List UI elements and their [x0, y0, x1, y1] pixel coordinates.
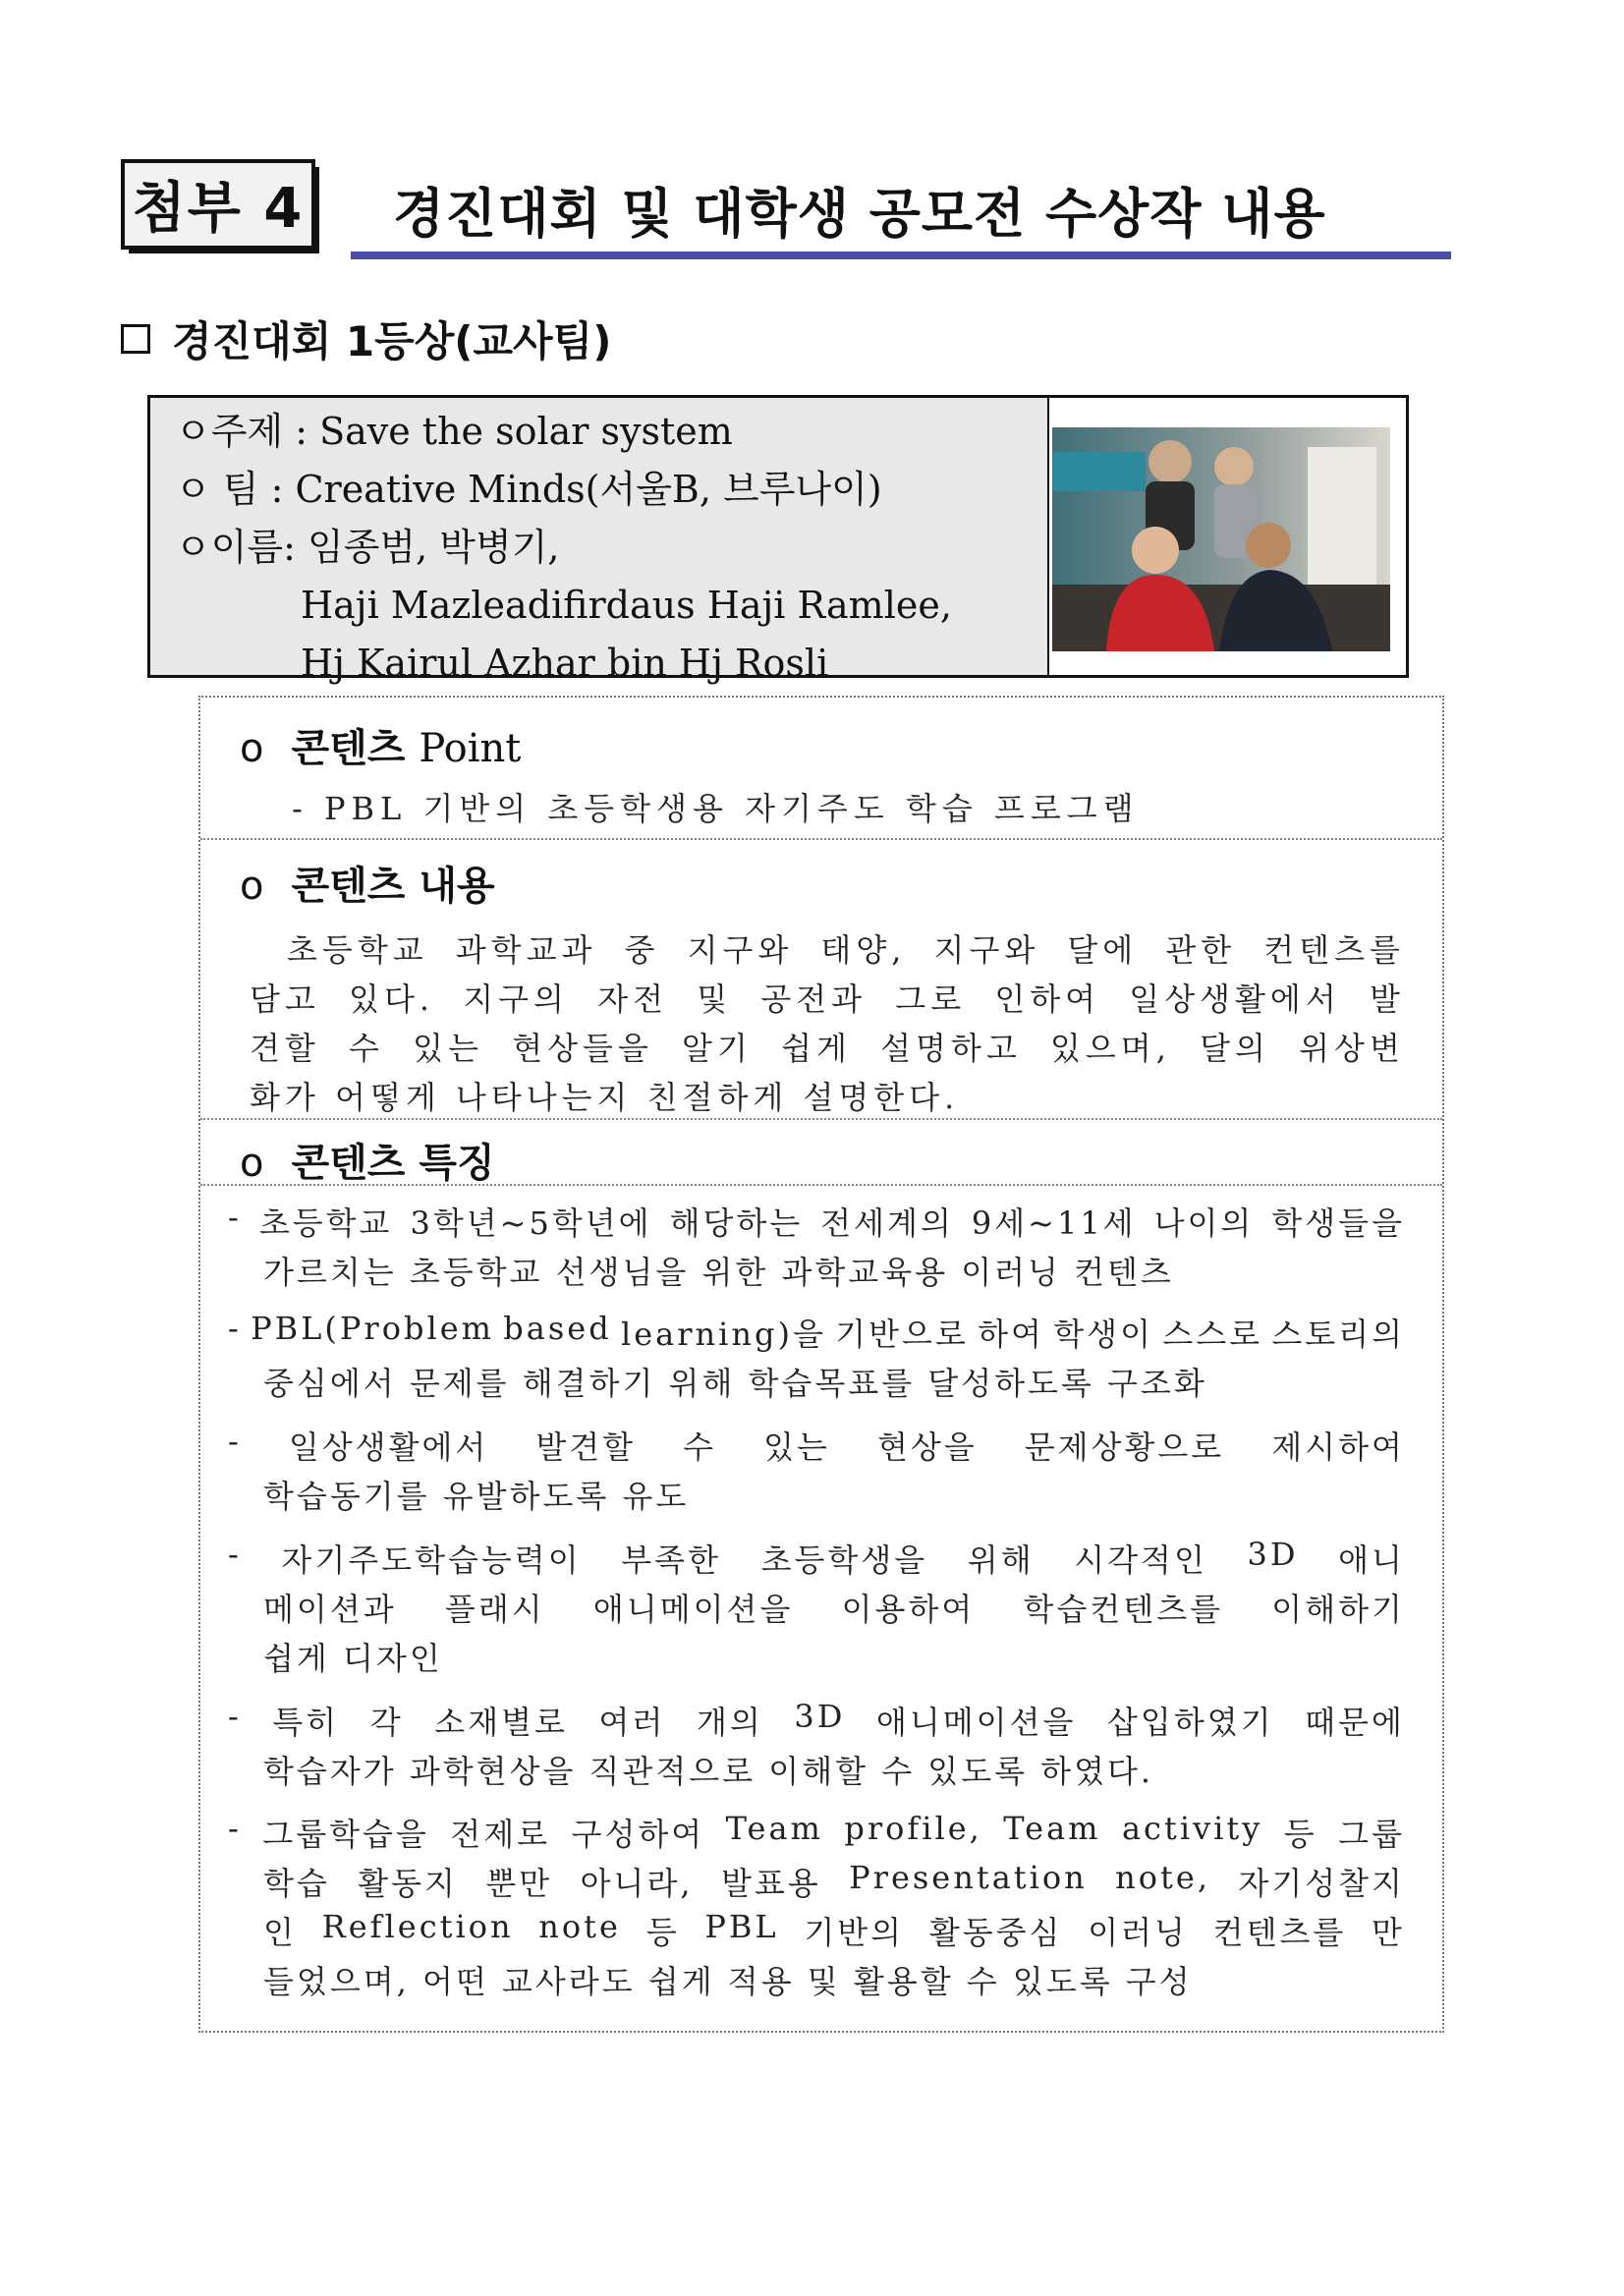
- summary-line: [287, 925, 1405, 971]
- word: 소재별로: [434, 1704, 568, 1741]
- section-heading-text: 경진대회 1등상(교사팀): [172, 317, 612, 365]
- word: 관한: [1165, 931, 1237, 969]
- word: learning)을: [620, 1316, 826, 1353]
- word: 3D: [1247, 1536, 1299, 1573]
- word: 설명하고: [880, 1030, 1022, 1067]
- word: 시각적인: [1074, 1541, 1207, 1579]
- word: 하여: [978, 1316, 1044, 1353]
- section-heading: [121, 309, 611, 368]
- feature-item-line: [228, 1199, 1405, 1244]
- word: 컨텐츠를: [1263, 931, 1405, 969]
- feature-item-line: [228, 1536, 1405, 1581]
- word: -: [228, 1810, 242, 1847]
- word: 있으며,: [1049, 1030, 1171, 1067]
- word: 현상들을: [512, 1030, 653, 1067]
- divider: [200, 1184, 1442, 1186]
- word: 위상변: [1299, 1030, 1405, 1067]
- summary-line: 화가 어떻게 나타나는지 친절하게 설명한다.: [250, 1079, 960, 1116]
- word: 발표용: [720, 1865, 821, 1902]
- word: 9세~11세: [971, 1204, 1137, 1242]
- word: 일상생활에서: [288, 1428, 489, 1466]
- point-heading-ko: 콘텐츠: [291, 726, 406, 771]
- word: 때문에: [1305, 1704, 1405, 1741]
- word: 플래시: [444, 1591, 545, 1628]
- word: 활동중심: [928, 1914, 1063, 1951]
- award-info-text: [150, 398, 1049, 685]
- feature-item-line: [228, 1810, 1405, 1855]
- point-heading-en: Point: [419, 726, 522, 771]
- word: 위해: [967, 1541, 1035, 1579]
- names-line-3: Hj Kairul Azhar bin Hj Rosli: [301, 642, 829, 685]
- divider: [200, 838, 1442, 840]
- word: 있는: [413, 1030, 483, 1067]
- title-underline: [351, 252, 1451, 259]
- photo-cell: [1049, 398, 1406, 675]
- attachment-tag: 첨부 4: [121, 159, 315, 250]
- word: profile,: [844, 1810, 982, 1847]
- word: 알기: [682, 1030, 753, 1067]
- word: 공전과: [760, 980, 868, 1018]
- bullet-o-icon: o: [240, 1141, 264, 1186]
- word: 지구의: [463, 980, 569, 1018]
- word: 스스로: [1162, 1316, 1263, 1353]
- word: 부족한: [621, 1541, 721, 1579]
- word: activity: [1121, 1810, 1263, 1847]
- word: 전세계의: [820, 1204, 954, 1242]
- word: 일상생활에서: [1129, 980, 1341, 1018]
- word: 자기주도학습능력이: [281, 1541, 582, 1579]
- word: 만: [1372, 1914, 1405, 1951]
- word: 과학교과: [455, 931, 597, 969]
- word: 초등학생을: [760, 1541, 928, 1579]
- feature-item-line: 학습자가 과학현상을 직관적으로 이해할 수 있도록 하였다.: [263, 1753, 1154, 1790]
- names-line: ㅇ이름: 임종범, 박병기,: [175, 526, 560, 569]
- word: -: [228, 1536, 242, 1573]
- word: 애니: [1338, 1541, 1405, 1579]
- word: 수: [683, 1428, 717, 1466]
- word: 해당하는: [669, 1204, 804, 1242]
- word: 있다.: [349, 980, 435, 1018]
- word: 기반으로: [835, 1316, 969, 1353]
- word: 지구와: [933, 931, 1040, 969]
- word: 그로: [895, 980, 967, 1018]
- word: 및: [697, 980, 733, 1018]
- word: 3학년~5학년에: [410, 1204, 652, 1242]
- bullet-o-icon: o: [240, 726, 264, 771]
- word: 담고: [250, 980, 320, 1018]
- word: note,: [1115, 1859, 1210, 1896]
- word: 수: [349, 1030, 384, 1067]
- feature-item-line: 들었으며, 어떤 교사라도 쉽게 적용 및 활용할 수 있도록 구성: [263, 1963, 1193, 2000]
- word: 학습: [263, 1865, 330, 1902]
- feature-item-line: [263, 1908, 1405, 1953]
- word: 제시하여: [1271, 1428, 1405, 1466]
- names-line-2: Haji Mazleadifirdaus Haji Ramlee,: [301, 584, 952, 627]
- word: Team: [1003, 1810, 1101, 1847]
- word: PBL(Problem: [251, 1310, 494, 1347]
- feature-item-line: [228, 1310, 1405, 1355]
- word: 전제로: [450, 1816, 551, 1853]
- team-line: ㅇ 팀 : Creative Minds(서울B, 브루나이): [175, 468, 882, 511]
- word: 초등학교: [287, 931, 428, 969]
- point-text: - PBL 기반의 초등학생용 자기주도 학습 프로그램: [292, 790, 1140, 827]
- word: 그룹학습을: [262, 1816, 429, 1853]
- team-photo: [1052, 427, 1390, 651]
- word: 인: [263, 1914, 297, 1951]
- word: 애니메이션을: [592, 1591, 794, 1628]
- word: 스토리의: [1271, 1316, 1405, 1353]
- word: 현상을: [876, 1428, 978, 1466]
- word: 애니메이션을: [875, 1704, 1077, 1741]
- word: 각: [369, 1704, 404, 1741]
- summary-heading: [240, 855, 495, 911]
- summary-line: [250, 1024, 1405, 1069]
- word: 뿐만: [485, 1865, 553, 1902]
- feature-item-line: 가르치는 초등학교 선생님을 위한 과학교육용 이러닝 컨텐츠: [263, 1254, 1174, 1291]
- word: 자기성찰지: [1238, 1865, 1405, 1902]
- bullet-o-icon: o: [240, 864, 264, 909]
- word: 지구와: [687, 931, 794, 969]
- word: PBL: [704, 1908, 779, 1945]
- word: 이러닝: [1088, 1914, 1188, 1951]
- word: 기반의: [804, 1914, 905, 1951]
- word: 그룹: [1338, 1816, 1405, 1853]
- word: 등: [1283, 1816, 1317, 1853]
- divider: [200, 1118, 1442, 1120]
- word: 메이션과: [263, 1591, 397, 1628]
- feature-item-line: 중심에서 문제를 해결하기 위해 학습목표를 달성하도록 구조화: [263, 1365, 1207, 1402]
- word: 달에: [1067, 931, 1139, 969]
- features-heading: [240, 1132, 495, 1188]
- word: 자전: [597, 980, 669, 1018]
- word: 아니라,: [580, 1865, 694, 1902]
- word: 달의: [1200, 1030, 1270, 1067]
- word: 초등학교: [258, 1204, 393, 1242]
- point-heading: [240, 717, 521, 773]
- word: -: [228, 1199, 242, 1236]
- content-box: [198, 696, 1444, 2033]
- word: 태양,: [820, 931, 907, 969]
- feature-item-line: 학습동기를 유발하도록 유도: [263, 1478, 690, 1515]
- page-title: 경진대회 및 대학생 공모전 수상작 내용: [393, 183, 1326, 245]
- word: 특히: [272, 1704, 340, 1741]
- word: 있는: [763, 1428, 830, 1466]
- word: 여러: [598, 1704, 666, 1741]
- word: 이해하기: [1271, 1591, 1405, 1628]
- word: 나이의: [1153, 1204, 1255, 1242]
- word: 이용하여: [841, 1591, 976, 1628]
- word: 인하여: [994, 980, 1101, 1018]
- feature-item-line: 쉽게 디자인: [263, 1640, 443, 1677]
- summary-line: [250, 975, 1405, 1020]
- word: 발견할: [535, 1428, 637, 1466]
- word: 발: [1369, 980, 1405, 1018]
- word: 견할: [250, 1030, 320, 1067]
- word: 구성하여: [571, 1816, 705, 1853]
- checkbox-square-icon: [121, 324, 150, 354]
- word: 쉽게: [781, 1030, 852, 1067]
- features-heading-text: 콘텐츠 특징: [291, 1141, 495, 1186]
- feature-item-line: [228, 1423, 1405, 1468]
- word: 문제상황으로: [1024, 1428, 1225, 1466]
- word: -: [228, 1310, 242, 1347]
- word: 삽입하였기: [1107, 1704, 1274, 1741]
- word: 학생이: [1053, 1316, 1153, 1353]
- word: Team: [725, 1810, 823, 1847]
- word: Presentation: [849, 1859, 1088, 1896]
- word: 중: [624, 931, 660, 969]
- topic-line: ㅇ주제 : Save the solar system: [175, 410, 733, 453]
- feature-item-line: [263, 1859, 1405, 1904]
- word: Reflection: [321, 1908, 514, 1945]
- feature-item-line: [228, 1698, 1405, 1743]
- summary-heading-text: 콘텐츠 내용: [291, 864, 495, 909]
- word: 컨텐츠를: [1212, 1914, 1347, 1951]
- word: 개의: [696, 1704, 763, 1741]
- word: 등: [645, 1914, 680, 1951]
- word: -: [228, 1423, 242, 1460]
- word: 활동지: [358, 1865, 458, 1902]
- word: 학습컨텐츠를: [1023, 1591, 1224, 1628]
- award-info-table: [147, 395, 1409, 685]
- word: based: [503, 1310, 612, 1347]
- feature-item-line: [263, 1585, 1405, 1630]
- word: -: [228, 1698, 242, 1735]
- word: 학생들을: [1271, 1204, 1405, 1242]
- word: 3D: [794, 1698, 846, 1735]
- word: note: [538, 1908, 621, 1945]
